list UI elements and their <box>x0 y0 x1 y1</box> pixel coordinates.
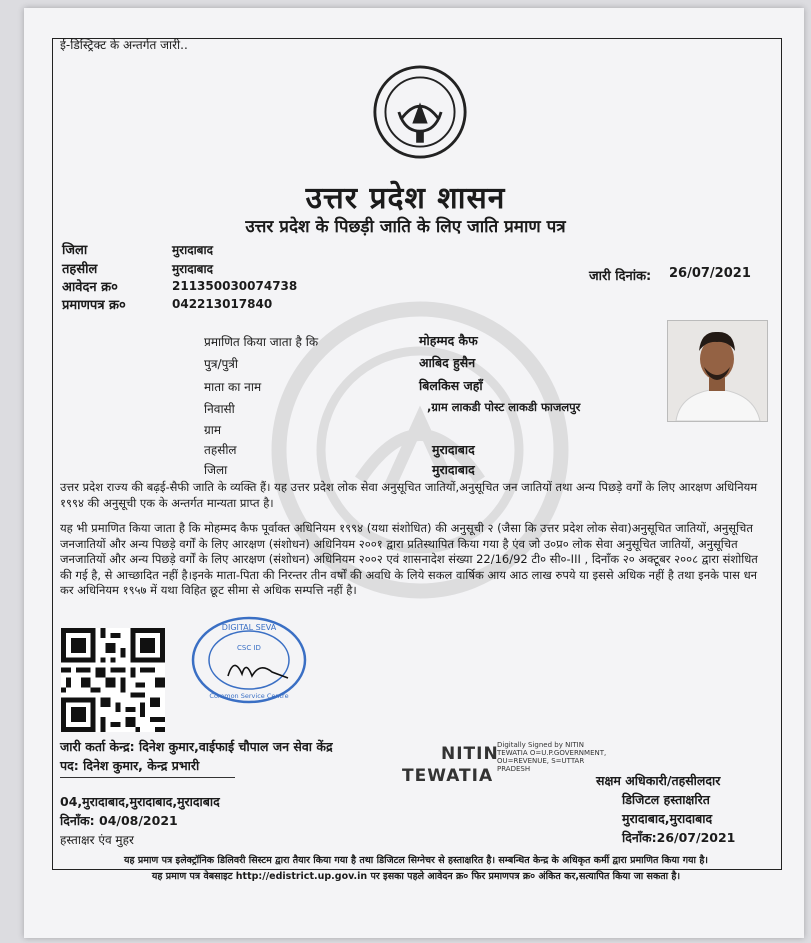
footer-note-1: यह प्रमाण पत्र इलेक्ट्रॉनिक डिलिवरी सिस्टम द्वारा तैयार किया गया है तथा डिजिटल सिग्नेचर से हस्ताक्षरित है। सम्बन्धित केन्द्र के अधिकृत कर्मी द्वारा प्रमाणित किया गया है। <box>124 855 708 866</box>
authority-place: मुरादाबाद,मुरादाबाद <box>622 811 713 826</box>
application-number: 211350030074738 <box>172 279 298 293</box>
detail-label: माता का नाम <box>204 380 262 394</box>
detail-label: प्रमाणित किया जाता है कि <box>204 335 319 349</box>
certificate-number-label: प्रमाणपत्र क्र० <box>62 298 126 313</box>
tehsil-label: तहसील <box>62 262 98 277</box>
signature-seal-label: हस्ताक्षर एंव मुहर <box>60 833 134 847</box>
authority-date: दिनाँक:26/07/2021 <box>622 830 736 845</box>
seal-bottom-text: Common Service Centre <box>209 692 289 700</box>
detail-label: तहसील <box>204 443 237 457</box>
seal-top-text: DIGITAL SEVA <box>221 623 277 632</box>
seal-center-text: CSC ID <box>237 644 261 652</box>
tehsil-detail-value: मुरादाबाद <box>432 442 475 457</box>
issue-date-label: जारी दिनांक: <box>589 269 652 284</box>
qr-code <box>60 628 166 732</box>
application-label: आवेदन क्र० <box>62 280 118 295</box>
issuing-centre: जारी कर्ता केन्द्र: दिनेश कुमार,वाईफाई चौपाल जन सेवा केंद्र <box>60 739 333 754</box>
digital-signature-note: Digitally Signed by NITIN TEWATIA O=U.P.GOVERNMENT, OU=REVENUE, S=UTTAR PRADESH <box>497 741 607 773</box>
issued-under-note: ई-डिस्ट्रिक्ट के अन्तर्गत जारी.. <box>60 38 188 52</box>
page-title: उत्तर प्रदेश शासन <box>305 181 506 216</box>
digital-signer-first-name: NITIN <box>441 744 499 764</box>
residence-value: ,ग्राम लाकडी पोस्ट लाकडी फाजलपुर <box>427 400 581 414</box>
district-value: मुरादाबाद <box>172 243 214 257</box>
detail-label: जिला <box>204 463 228 477</box>
applicant-photo <box>667 320 768 422</box>
csc-seal-stamp <box>190 616 308 704</box>
tehsil-value: मुरादाबाद <box>172 262 214 276</box>
digitally-signed-label: डिजिटल हस्ताक्षरित <box>622 792 710 807</box>
up-government-emblem <box>372 64 468 160</box>
detail-label: निवासी <box>204 402 235 416</box>
father-name: आबिद हुसैन <box>419 355 476 370</box>
caste-statement: उत्तर प्रदेश राज्य की बढ़ई-सैफी जाति के व्यक्ति हैं। यह उत्तर प्रदेश लोक सेवा अनुसूचित जातियों,अनुसूचित जन जातियों तथा अन्य पिछड़े वर्गों के लिए आरक्षण अधिनियम १९९४ की अनुसूची एक के अन्तर्गत मान्यता प्राप्त है। <box>60 480 758 510</box>
footer-note-2: यह प्रमाण पत्र वेबसाइट http://edistrict.up.gov.in पर इसका पहले आवेदन क्र० फिर प्रमाणपत्र क्र० अंकित कर,सत्यापित किया जा सकता है। <box>151 871 681 882</box>
detail-label: ग्राम <box>204 423 222 437</box>
authority-title: सक्षम अधिकारी/तहसीलदार <box>596 773 721 788</box>
centre-incharge: पद: दिनेश कुमार, केन्द्र प्रभारी <box>60 758 200 773</box>
certificate-subtitle: उत्तर प्रदेश के पिछड़ी जाति के लिए जाति प्रमाण पत्र <box>245 217 566 237</box>
issue-date: 26/07/2021 <box>669 266 751 281</box>
certificate-number: 042213017840 <box>172 297 273 311</box>
district-detail-value: मुरादाबाद <box>432 462 475 477</box>
divider <box>60 777 235 778</box>
issue-centre-date: दिनाँक: 04/08/2021 <box>60 813 178 828</box>
centre-address: 04,मुरादाबाद,मुरादाबाद,मुरादाबाद <box>60 794 220 809</box>
mother-name: बिलकिस जहाँ <box>419 378 483 393</box>
detail-label: पुत्र/पुत्री <box>204 357 239 371</box>
digital-signer-last-name: TEWATIA <box>402 766 494 786</box>
certification-statement: यह भी प्रमाणित किया जाता है कि मोहम्मद कैफ पूर्वाक्त अधिनियम १९९४ (यथा संशोधित) की अनुसूची २ (जैसा कि उत्तर प्रदेश लोक सेवा)अनुसूचित जातियों, अनुसूचित जनजातियों और अन्य पिछड़े वर्गों के लिए आरक्षण (संशोधन) अधिनियम २००१ द्वारा प्रतिस्थापित किया गया है एंव जो उ०प्र० लोक सेवा अनुसूचित जातियों, अनुसूचित जनजातियों और अन्य पिछड़े वर्गों के लिए आरक्षण (संशोधन) अधिनियम २००२ एवं शासनादेश संख्या 22/16/92 टी० सी०-III , दिनाँक २० अक्टूबर २००८ द्वारा संशोधित की गई है, से आच्छादित नहीं है।इनके माता-पिता की निरन्तर तीन वर्षों की अवधि के लिये सकल वार्षिक आय आठ लाख रुपये या इससे अधिक नहीं है तथा इनके पास धन कर अधिनियम १९५७ में यथा विहित छूट सीमा से अधिक सम्पत्ति नहीं है। <box>60 521 758 597</box>
district-label: जिला <box>62 243 88 258</box>
holder-name: मोहम्मद कैफ <box>419 333 478 348</box>
